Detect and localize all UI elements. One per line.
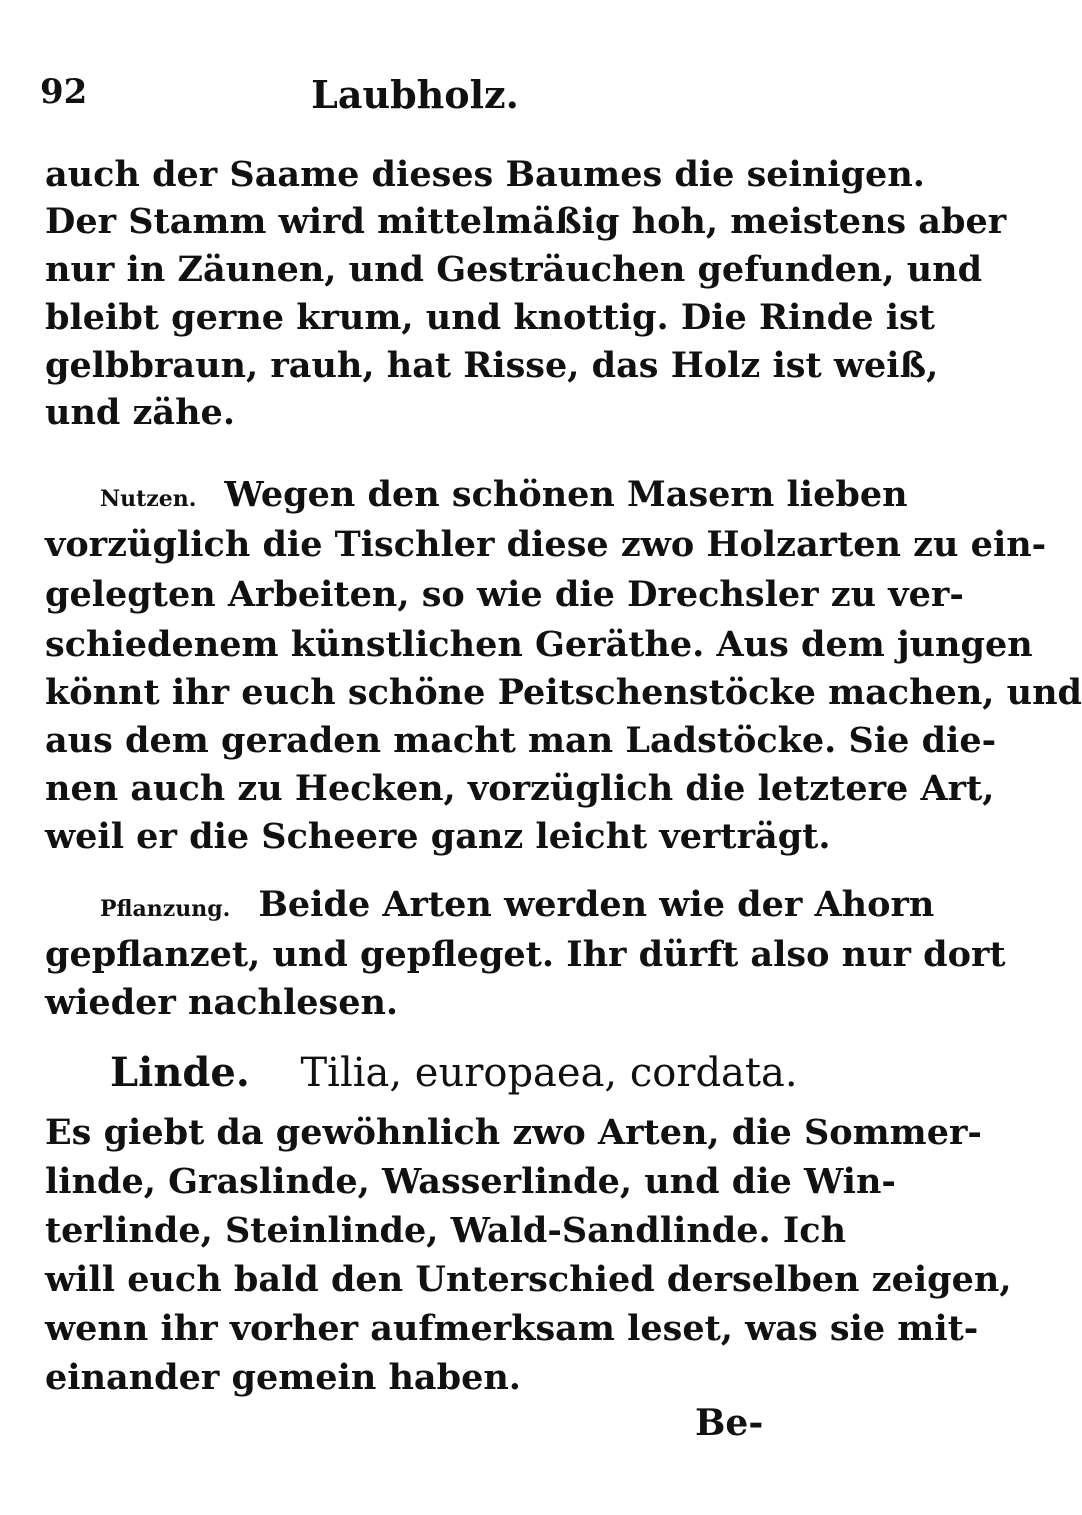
page-number: 92	[40, 72, 88, 112]
text-line: wieder nachlesen.	[45, 982, 399, 1023]
sidehead-pflanzung: Pflanzung.	[100, 896, 231, 922]
text-line: gelbbraun, rauh, hat Risse, das Holz ist weiß,	[45, 345, 939, 386]
text-line: auch der Saame dieses Baumes die seinigen.	[45, 154, 925, 195]
text-line: aus dem geraden macht man Ladstöcke. Sie die-	[45, 720, 997, 761]
nutzen-first-line	[100, 470, 908, 524]
text-line: linde, Graslinde, Wasserlinde, und die Win-	[45, 1161, 896, 1202]
page-header	[40, 72, 790, 122]
pflanzung-first-line	[100, 880, 935, 934]
section-heading	[110, 1045, 798, 1101]
running-head: Laubholz.	[311, 72, 519, 117]
text-line: nen auch zu Hecken, vorzüglich die letztere Art,	[45, 768, 995, 809]
text-line: weil er die Scheere ganz leicht verträgt.	[45, 816, 831, 857]
text-line: Der Stamm wird mittelmäßig hoh, meistens aber	[45, 201, 1007, 242]
text-line: gepflanzet, und gepfleget. Ihr dürft also nur dort	[45, 934, 1006, 975]
section-heading-german: Linde.	[110, 1049, 250, 1096]
text-line: terlinde, Steinlinde, Wald-Sandlinde. Ich	[45, 1210, 847, 1251]
text-line: und zähe.	[45, 392, 236, 433]
text-line: vorzüglich die Tischler diese zwo Holzarten zu ein-	[45, 524, 1047, 565]
catchword: Be-	[695, 1402, 764, 1444]
text-line: nur in Zäunen, und Gesträuchen gefunden, und	[45, 249, 983, 290]
text-line: gelegten Arbeiten, so wie die Drechsler zu ver-	[45, 574, 964, 615]
text-line: Wegen den schönen Masern lieben	[224, 474, 908, 515]
section-heading-latin: Tilia, europaea, cordata.	[300, 1050, 798, 1096]
text-line: Es giebt da gewöhnlich zwo Arten, die Sommer-	[45, 1112, 982, 1153]
sidehead-nutzen: Nutzen.	[100, 486, 197, 512]
text-line: schiedenem künstlichen Geräthe. Aus dem jungen	[45, 624, 1033, 665]
text-line: Beide Arten werden wie der Ahorn	[258, 884, 935, 925]
text-line: bleibt gerne krum, und knottig. Die Rinde ist	[45, 297, 935, 338]
text-line: will euch bald den Unterschied derselben zeigen,	[45, 1259, 1012, 1300]
text-line: einander gemein haben.	[45, 1357, 521, 1398]
text-line: könnt ihr euch schöne Peitschenstöcke machen, und	[45, 672, 1082, 713]
text-line: wenn ihr vorher aufmerksam leset, was sie mit-	[45, 1308, 979, 1349]
